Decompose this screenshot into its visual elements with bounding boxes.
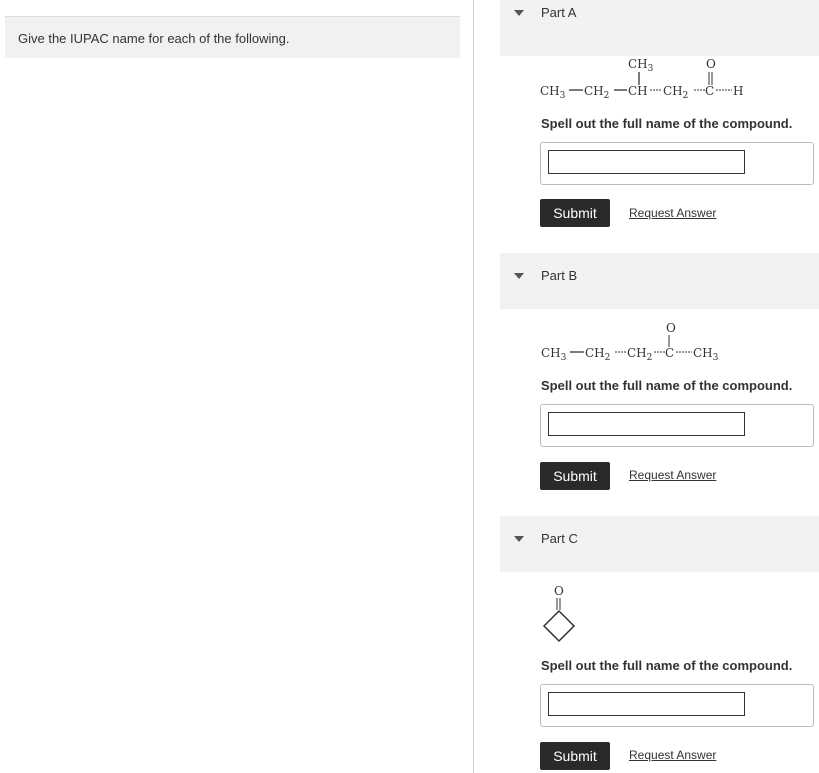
intro-text: Give the IUPAC name for each of the following. xyxy=(18,31,290,46)
part-b-answer-box xyxy=(540,404,814,447)
part-a-title: Part A xyxy=(541,5,577,20)
part-c-request-answer-link[interactable]: Request Answer xyxy=(629,748,717,762)
part-c-submit-button[interactable]: Submit xyxy=(540,742,610,770)
chain-atom: $CH_2$ xyxy=(663,84,689,101)
collapse-arrow-icon[interactable] xyxy=(513,534,525,546)
part-b-header[interactable] xyxy=(500,253,819,309)
chain-atom: CH xyxy=(628,84,648,98)
substituent-label: $CH_3$ xyxy=(628,57,654,74)
collapse-arrow-icon[interactable] xyxy=(513,8,525,20)
chain-atom: $CH_3$ xyxy=(540,84,566,101)
chain-atom: $CH_2$ xyxy=(627,346,653,363)
part-c-structure xyxy=(538,581,583,643)
intro-box xyxy=(5,16,460,58)
part-a-prompt: Spell out the full name of the compound. xyxy=(541,116,793,131)
part-b-title: Part B xyxy=(541,268,578,283)
part-a-answer-box xyxy=(540,142,814,185)
part-a-header[interactable] xyxy=(500,0,819,56)
part-c-answer-box xyxy=(540,684,814,727)
part-b-request-answer-link[interactable]: Request Answer xyxy=(629,468,717,482)
part-b-answer-input[interactable] xyxy=(548,412,745,436)
part-c-answer-input[interactable] xyxy=(548,692,745,716)
carbonyl-o-label: O xyxy=(554,584,564,598)
chain-atom: C xyxy=(665,346,675,360)
carbonyl-o-label: O xyxy=(706,57,716,71)
part-c-title: Part C xyxy=(541,531,578,546)
part-c-prompt: Spell out the full name of the compound. xyxy=(541,658,793,673)
part-a-submit-button[interactable]: Submit xyxy=(540,199,610,227)
part-c-header[interactable] xyxy=(500,516,819,572)
part-b-prompt: Spell out the full name of the compound. xyxy=(541,378,793,393)
part-a-answer-input[interactable] xyxy=(548,150,745,174)
part-a-structure xyxy=(535,52,765,104)
part-a-request-answer-link[interactable]: Request Answer xyxy=(629,206,717,220)
chain-atom: C xyxy=(705,84,715,98)
chain-atom: $CH_2$ xyxy=(585,346,611,363)
collapse-arrow-icon[interactable] xyxy=(513,271,525,283)
chain-atom: H xyxy=(733,84,744,98)
chain-atom: $CH_3$ xyxy=(541,346,567,363)
part-b-structure xyxy=(535,316,735,366)
chain-atom: $CH_3$ xyxy=(693,346,719,363)
carbonyl-o-label: O xyxy=(666,321,676,335)
chain-atom: $CH_2$ xyxy=(584,84,610,101)
part-b-submit-button[interactable]: Submit xyxy=(540,462,610,490)
column-divider xyxy=(473,0,474,773)
